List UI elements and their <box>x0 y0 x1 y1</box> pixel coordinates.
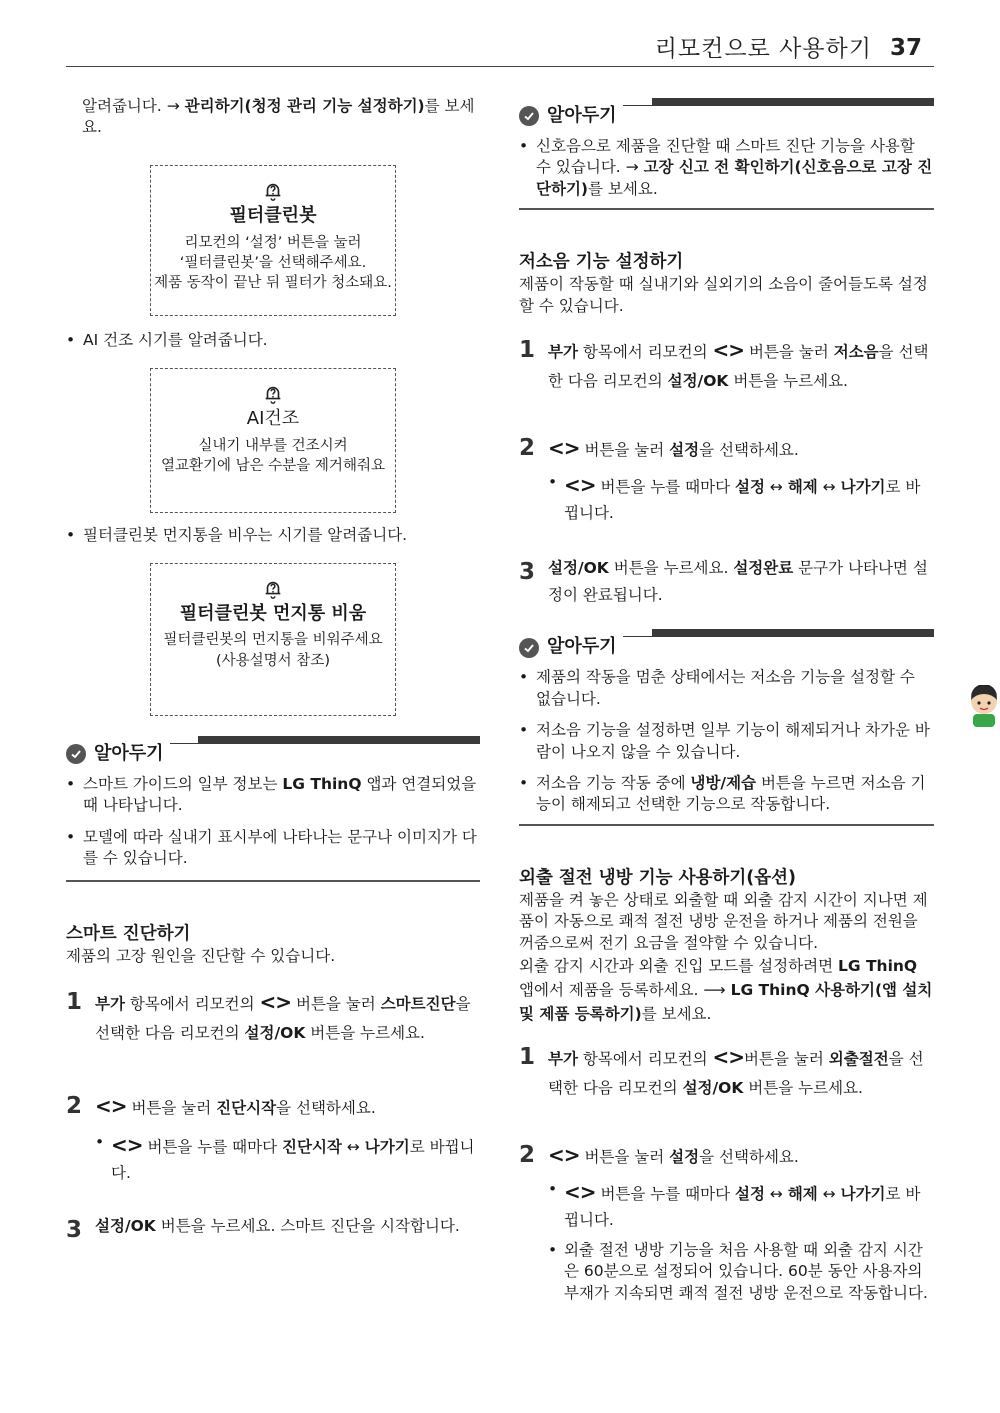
step-3: 3 설정/OK 버튼을 누르세요. 설정완료 문구가 나타나면 설정이 완료됩니다. <box>519 559 928 605</box>
step-2-detail: • <> 버튼을 누를 때마다 진단시작 ↔ 나가기로 바뀝니다. <box>66 1130 480 1185</box>
left-right-arrows-icon: <> <box>712 1044 745 1069</box>
section-title: 외출 절전 냉방 기능 사용하기(옵션) <box>519 867 797 888</box>
step-2: 2 <> 버튼을 눌러 설정을 선택하세요. <box>519 1142 799 1169</box>
note-title: 알아두기 <box>547 636 617 658</box>
header-divider <box>66 66 934 67</box>
box-line: 제품 동작이 끝난 뒤 필터가 청소돼요. <box>154 275 392 292</box>
box-title: AI건조 <box>246 407 300 429</box>
note-item: • 제품의 작동을 멈춘 상태에서는 저소음 기능을 설정할 수 없습니다. <box>519 667 934 710</box>
section-title: 저소음 기능 설정하기 <box>519 252 684 273</box>
note-item: • 모델에 따라 실내기 표시부에 나타나는 문구나 이미지가 다를 수 있습니다. <box>66 827 480 870</box>
step-1: 1 부가 항목에서 리모컨의 <>버튼을 눌러 외출절전을 선택한 다음 리모컨의 설정/OK 버튼을 누르세요. <box>519 1043 924 1097</box>
check-circle-icon <box>519 638 539 658</box>
step-2: 2 <> 버튼을 눌러 진단시작을 선택하세요. <box>66 1093 376 1120</box>
intro-text: 알려줍니다. → 관리하기(청정 관리 기능 설정하기)를 보세요. <box>82 97 475 137</box>
note-item: • 저소음 기능을 설정하면 일부 기능이 해제되거나 차가운 바람이 나오지 않을 수 있습니다. <box>519 720 934 763</box>
step-1: 1 부가 항목에서 리모컨의 <> 버튼을 눌러 스마트진단을 선택한 다음 리모컨의 설정/OK 버튼을 누르세요. <box>66 989 471 1043</box>
note-title: 알아두기 <box>94 743 164 765</box>
note-item: • 스마트 가이드의 일부 정보는 LG ThinQ 앱과 연결되었을 때 나타납니다. <box>66 774 480 817</box>
left-right-arrows-icon: <> <box>564 1180 596 1205</box>
left-right-arrows-icon: <> <box>95 1094 127 1119</box>
page-header-title: 리모컨으로 사용하기 <box>654 36 872 62</box>
left-column <box>66 96 480 1244</box>
box-title: 필터클린봇 먼지통 비움 <box>179 602 367 624</box>
box-line: 열교환기에 남은 수분을 제거해줘요 <box>161 457 385 474</box>
left-right-arrows-icon: <> <box>111 1133 143 1158</box>
section-desc: 제품의 고장 원인을 진단할 수 있습니다. <box>66 946 336 965</box>
box-line: (사용설명서 참조) <box>216 652 330 669</box>
note-title: 알아두기 <box>547 105 617 126</box>
bullet-dust-bin: • 필터클린봇 먼지통을 비우는 시기를 알려줍니다. <box>66 525 480 546</box>
step-2-detail: • <> 버튼을 누를 때마다 설정 ↔ 해제 ↔ 나가기로 바뀝니다. <box>519 1177 934 1232</box>
thinq-link[interactable]: LG ThinQ 사용하기(앱 설치 및 제품 등록하기) <box>519 980 933 1023</box>
diagnosis-link[interactable]: 고장 신고 전 확인하기(신호음으로 고장 진단하기) <box>536 158 933 198</box>
note-item: • 신호음으로 제품을 진단할 때 스마트 진단 기능을 사용할 수 있습니다. → 고장 신고 전 확인하기(신호음으로 고장 진단하기)를 보세요. <box>519 136 934 200</box>
note-box <box>519 98 934 210</box>
step-2-detail: • 외출 절전 냉방 기능을 처음 사용할 때 외출 감지 시간은 60분으로 설정되어 있습니다. 60분 동안 사용자의 부재가 지속되면 쾌적 절전 냉방 운전으로 작동합니다. <box>519 1240 934 1304</box>
filter-cleanbot-display <box>150 165 396 317</box>
away-mode-section <box>519 866 934 1305</box>
bullet-ai-dry: • AI 건조 시기를 알려줍니다. <box>66 330 480 351</box>
check-circle-icon <box>66 744 86 764</box>
step-3: 3 설정/OK 버튼을 누르세요. 스마트 진단을 시작합니다. <box>66 1217 460 1244</box>
ai-dry-display <box>150 368 396 513</box>
left-right-arrows-icon: <> <box>259 990 292 1015</box>
alert-bell-icon <box>262 383 284 405</box>
box-line: 실내기 내부를 건조시켜 <box>198 437 348 454</box>
box-line: 리모컨의 ‘설정’ 버튼을 눌러 <box>184 234 362 251</box>
box-line: ‘필터클린봇’을 선택해주세요. <box>179 254 367 271</box>
left-right-arrows-icon: <> <box>712 338 745 363</box>
page-number: 37 <box>889 35 922 61</box>
right-column <box>519 98 934 1304</box>
note-item: • 저소음 기능 작동 중에 냉방/제습 버튼을 누르면 저소음 기능이 해제되고 선택한 기능으로 작동합니다. <box>519 773 934 816</box>
box-line: 필터클린봇의 먼지통을 비워주세요 <box>163 632 383 649</box>
alert-bell-icon <box>262 180 284 202</box>
note-box <box>519 629 934 825</box>
dust-bin-display <box>150 563 396 716</box>
left-right-arrows-icon: <> <box>548 436 580 461</box>
step-2: 2 <> 버튼을 눌러 설정을 선택하세요. <box>519 435 799 462</box>
section-desc: 제품이 작동할 때 실내기와 실외기의 소음이 줄어들도록 설정할 수 있습니다. <box>519 275 928 315</box>
section-title: 스마트 진단하기 <box>66 923 191 944</box>
note-box <box>66 736 480 882</box>
mascot-icon <box>968 685 1000 727</box>
quiet-mode-section <box>519 250 934 609</box>
check-circle-icon <box>519 106 539 126</box>
section-desc: 제품을 켜 놓은 상태로 외출할 때 외출 감지 시간이 지나면 제품이 자동으로 쾌적 절전 냉방 운전을 하거나 제품의 전원을 꺼줌으로써 전기 요금을 절약할 수 있습니다. <box>519 890 928 952</box>
manage-link[interactable]: 관리하기(청정 관리 기능 설정하기) <box>184 97 425 115</box>
left-right-arrows-icon: <> <box>548 1143 580 1168</box>
left-right-arrows-icon: <> <box>564 473 596 498</box>
step-2-detail: • <> 버튼을 누를 때마다 설정 ↔ 해제 ↔ 나가기로 바뀝니다. <box>519 470 934 525</box>
smart-diagnosis-section <box>66 922 480 1244</box>
step-1: 1 부가 항목에서 리모컨의 <> 버튼을 눌러 저소음을 선택한 다음 리모컨의 설정/OK 버튼을 누르세요. <box>519 337 929 391</box>
box-title: 필터클린봇 <box>229 204 317 226</box>
alert-bell-icon <box>262 578 284 600</box>
section-desc-2: 외출 감지 시간과 외출 진입 모드를 설정하려면 LG ThinQ 앱에서 제품을 등록하세요. ⟶ LG ThinQ 사용하기(앱 설치 및 제품 등록하기)를 보세요. <box>519 956 933 1023</box>
